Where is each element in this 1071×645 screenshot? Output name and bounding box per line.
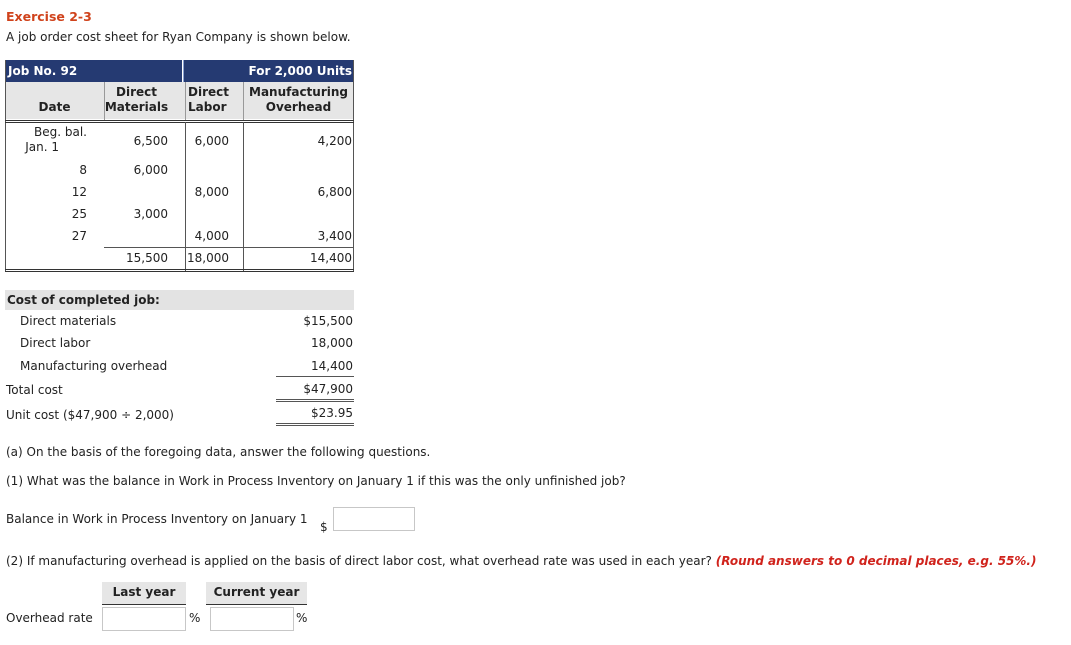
cost-moh-label: Manufacturing overhead [20, 359, 168, 373]
date-row-1b: Jan. 1 [25, 140, 59, 154]
cost-dm-label: Direct materials [20, 314, 117, 328]
date-row-4: 25 [71, 207, 87, 221]
exercise-title: Exercise 2-3 [6, 9, 92, 24]
overhead-header-1: Manufacturing [249, 85, 348, 99]
unit-cost-value: $23.95 [311, 406, 353, 420]
balance-label: Balance in Work in Process Inventory on January 1 [6, 512, 308, 526]
question-2 [6, 554, 1036, 568]
total-rule-2 [276, 401, 354, 402]
cost-moh-value: 14,400 [311, 359, 353, 373]
rounding-note: (Round answers to 0 decimal places, e.g. 55%.) [715, 554, 1037, 568]
unit-rule-1 [276, 423, 354, 424]
moh-row-1: 4,200 [317, 134, 352, 148]
subtotal-rule [276, 376, 354, 377]
job-number: Job No. 92 [5, 60, 182, 82]
current-year-percent: % [296, 611, 308, 625]
moh-row-3: 6,800 [317, 185, 352, 199]
cost-dm-value: $15,500 [303, 314, 353, 328]
moh-total: 14,400 [310, 251, 352, 265]
cost-dl-label: Direct labor [20, 336, 91, 350]
total-cost-label: Total cost [6, 383, 63, 397]
dl-row-3: 8,000 [194, 185, 229, 199]
date-row-2: 8 [79, 163, 87, 177]
direct-labor-header-2: Labor [188, 100, 227, 114]
cost-completed-heading: Cost of completed job: [5, 290, 354, 310]
unit-rule-2 [276, 425, 354, 426]
dl-total: 18,000 [187, 251, 229, 265]
current-year-rate-input[interactable] [210, 607, 294, 631]
overhead-rate-label: Overhead rate [6, 611, 93, 625]
dm-row-2: 6,000 [133, 163, 168, 177]
cost-dl-value: 18,000 [311, 336, 353, 350]
question-1: (1) What was the balance in Work in Process Inventory on January 1 if this was the only unfinished job? [6, 474, 626, 488]
direct-materials-header-1: Direct [116, 85, 157, 99]
balance-input[interactable] [333, 507, 415, 531]
intro-text: A job order cost sheet for Ryan Company is shown below. [6, 30, 351, 44]
unit-cost-label: Unit cost ($47,900 ÷ 2,000) [6, 408, 174, 422]
direct-labor-header-1: Direct [188, 85, 229, 99]
dm-row-1: 6,500 [133, 134, 168, 148]
currency-symbol: $ [320, 520, 328, 534]
dm-row-4: 3,000 [133, 207, 168, 221]
moh-row-5: 3,400 [317, 229, 352, 243]
dl-row-5: 4,000 [194, 229, 229, 243]
last-year-header: Last year [102, 582, 186, 604]
total-rule-1 [276, 399, 354, 400]
units-label: For 2,000 Units [183, 60, 354, 82]
total-cost-value: $47,900 [303, 382, 353, 396]
date-row-3: 12 [71, 185, 87, 199]
last-year-percent: % [189, 611, 201, 625]
last-year-rate-input[interactable] [102, 607, 186, 631]
date-row-5: 27 [71, 229, 87, 243]
overhead-header-2: Overhead [265, 100, 332, 114]
date-header: Date [38, 100, 71, 114]
date-row-1a: Beg. bal. [34, 125, 87, 139]
question-a: (a) On the basis of the foregoing data, answer the following questions. [6, 445, 431, 459]
dl-row-1: 6,000 [194, 134, 229, 148]
question-2-text: (2) If manufacturing overhead is applied on the basis of direct labor cost, what overhead rate was used in each year? [6, 554, 712, 568]
current-year-header: Current year [206, 582, 307, 604]
job-cost-sheet [5, 60, 354, 272]
direct-materials-header-2: Materials [104, 100, 169, 114]
dm-total: 15,500 [126, 251, 168, 265]
